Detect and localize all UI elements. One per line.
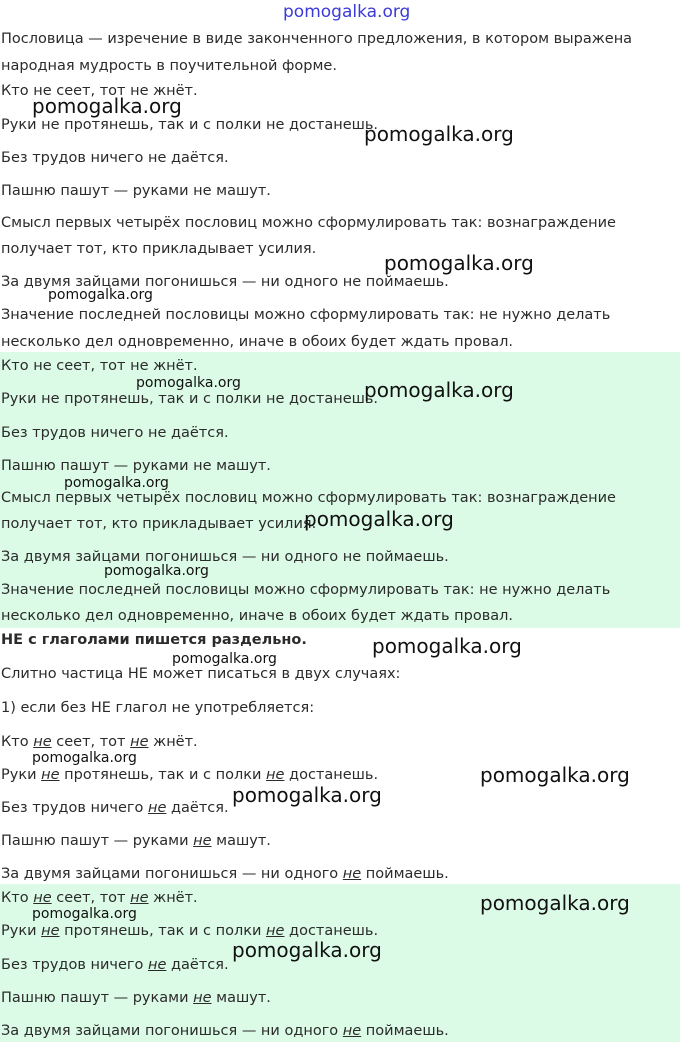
particle-ne: не [130,890,149,906]
answer-proverb-3: Без трудов ничего не даётся. [1,425,229,441]
watermark: pomogalka.org [372,634,522,658]
watermark: pomogalka.org [364,378,514,402]
watermark: pomogalka.org [304,507,454,531]
watermark: pomogalka.org [32,906,137,922]
answer-marked-proverb-5: За двумя зайцами погонишься — ни одного не поймаешь. [1,1023,449,1039]
proverb-3: Без трудов ничего не даётся. [1,150,229,166]
answer-meaning-1-line-2: получает тот, кто прикладывает усилия. [1,516,317,532]
answer-proverb-4: Пашню пашут — руками не машут. [1,458,271,474]
answer-marked-proverb-2: Руки не протянешь, так и с полки не достанешь. [1,923,379,939]
particle-ne: не [147,800,167,816]
watermark: pomogalka.org [232,783,382,807]
marked-proverb-3: Без трудов ничего не даётся. [1,800,229,816]
rule-case-1: 1) если без НЕ глагол не употребляется: [1,700,315,716]
meaning-2-line-2: несколько дел одновременно, иначе в обоих будет ждать провал. [1,334,514,350]
particle-ne: не [266,923,285,939]
particle-ne: не [33,734,52,750]
watermark: pomogalka.org [104,563,209,579]
particle-ne: не [193,833,212,849]
answer-meaning-2-line-1: Значение последней пословицы можно сформулировать так: не нужно делать [1,582,611,598]
rule-title: НЕ с глаголами пишется раздельно. [1,632,307,648]
watermark: pomogalka.org [32,94,182,118]
answer-proverb-1: Кто не сеет, тот не жнёт. [1,358,198,374]
answer-marked-proverb-3: Без трудов ничего не даётся. [1,957,229,973]
watermark: pomogalka.org [364,122,514,146]
answer-proverb-2: Руки не протянешь, так и с полки не достанешь. [1,391,379,407]
particle-ne: не [33,890,52,906]
proverb-2: Руки не протянешь, так и с полки не достанешь. [1,117,379,133]
proverb-4: Пашню пашут — руками не машут. [1,183,271,199]
answer-meaning-1-line-1: Смысл первых четырёх пословиц можно сформулировать так: вознаграждение [1,490,616,506]
watermark: pomogalka.org [32,750,137,766]
answer-proverb-5: За двумя зайцами погонишься — ни одного не поймаешь. [1,549,449,565]
particle-ne: не [342,866,362,882]
watermark: pomogalka.org [384,251,534,275]
proverb-1: Кто не сеет, тот не жнёт. [1,83,198,99]
meaning-1-line-2: получает тот, кто прикладывает усилия. [1,241,317,257]
answer-meaning-2-line-2: несколько дел одновременно, иначе в обоих будет ждать провал. [1,608,514,624]
rule-intro: Слитно частица НЕ может писаться в двух случаях: [1,666,401,682]
particle-ne: не [266,767,285,783]
particle-ne: не [41,767,60,783]
marked-proverb-4: Пашню пашут — руками не машут. [1,833,271,849]
definition-line-2: народная мудрость в поучительной форме. [1,58,337,74]
proverb-5: За двумя зайцами погонишься — ни одного не поймаешь. [1,274,449,290]
answer-marked-proverb-4: Пашню пашут — руками не машут. [1,990,271,1006]
watermark: pomogalka.org [172,651,277,667]
watermark: pomogalka.org [48,287,153,303]
meaning-1-line-1: Смысл первых четырёх пословиц можно сформулировать так: вознаграждение [1,215,616,231]
meaning-2-line-1: Значение последней пословицы можно сформулировать так: не нужно делать [1,307,611,323]
header-site-link[interactable]: pomogalka.org [283,2,411,22]
watermark: pomogalka.org [232,938,382,962]
answer-marked-proverb-1: Кто не сеет, тот не жнёт. [1,890,198,906]
particle-ne: не [193,990,212,1006]
watermark: pomogalka.org [136,375,241,391]
marked-proverb-2: Руки не протянешь, так и с полки не достанешь. [1,767,379,783]
watermark: pomogalka.org [480,763,630,787]
particle-ne: не [147,957,167,973]
particle-ne: не [41,923,60,939]
watermark: pomogalka.org [480,891,630,915]
definition-line-1: Пословица — изречение в виде законченного предложения, в котором выражена [1,31,633,47]
marked-proverb-1: Кто не сеет, тот не жнёт. [1,734,198,750]
marked-proverb-5: За двумя зайцами погонишься — ни одного не поймаешь. [1,866,449,882]
particle-ne: не [130,734,149,750]
particle-ne: не [342,1023,362,1039]
watermark: pomogalka.org [64,475,169,491]
